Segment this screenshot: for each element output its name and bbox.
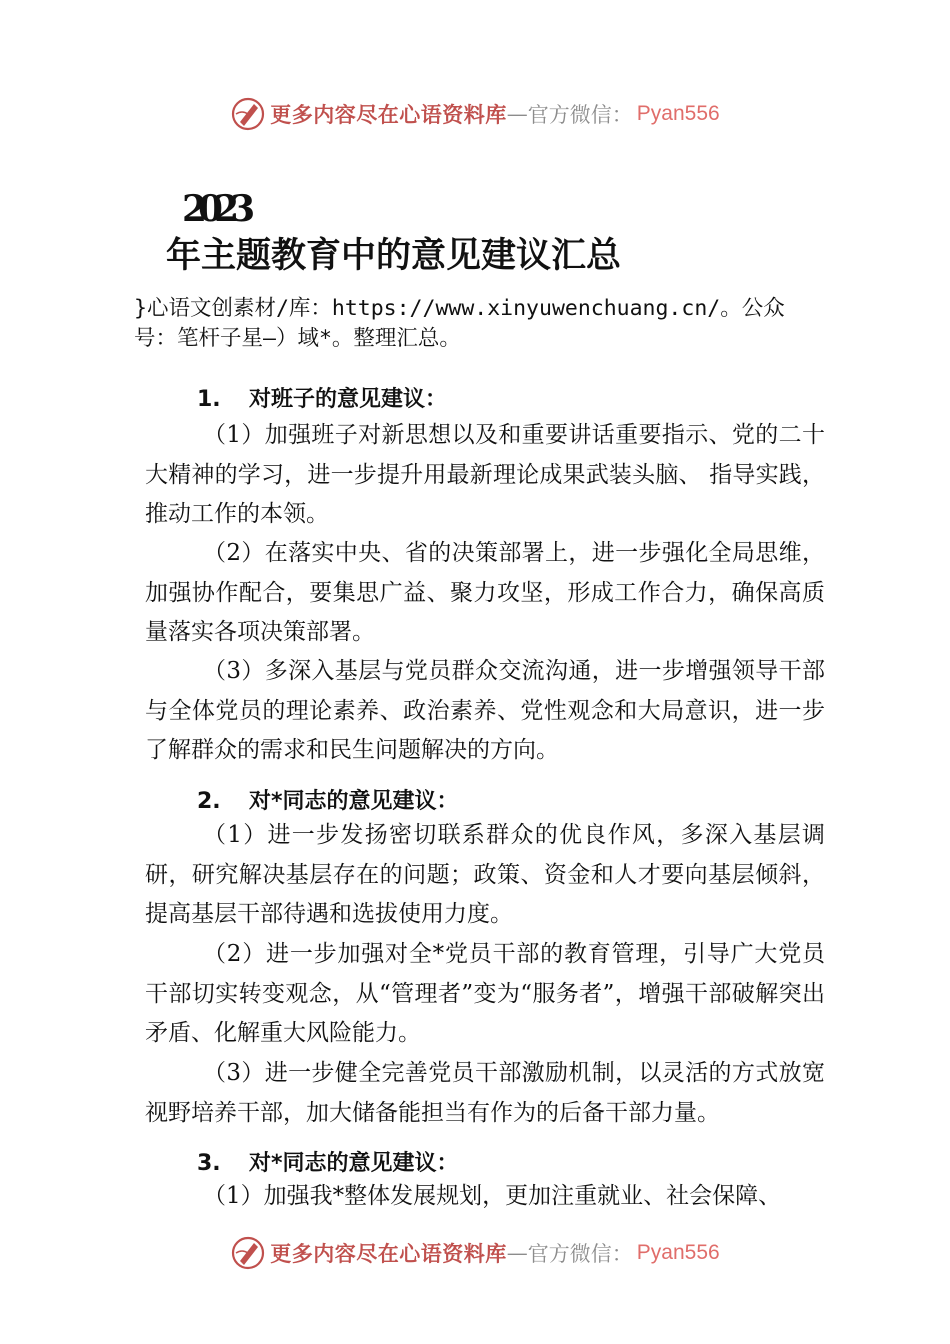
section-number: 2. xyxy=(197,789,221,814)
source-line: }心语文创素材/库：https://www.xinyuwenchuang.cn/。公众 xyxy=(134,296,785,321)
banner-wechat-id: Pyan556 xyxy=(636,1241,720,1264)
paragraph: （2）在落实中央、省的决策部署上，进一步强化全局思维，加强协作配合，要集思广益、聚力攻坚，形成工作合力，确保高质量落实各项决策部署。 xyxy=(145,540,825,645)
banner-dash: — xyxy=(506,1241,528,1265)
section-title: 对*同志的意见建议： xyxy=(249,1151,459,1176)
paragraph: （2）进一步加强对全*党员干部的教育管理，引导广大党员干部切实转变观念，从“管理者”变为“服务者”，增强干部破解突出矛盾、化解重大风险能力。 xyxy=(145,941,825,1046)
banner-wechat-id: Pyan556 xyxy=(636,102,720,125)
banner-label: 官方微信： xyxy=(527,1242,633,1266)
section-number: 1. xyxy=(197,387,221,412)
section-heading xyxy=(197,784,459,815)
banner-text: 更多内容尽在心语资料库 xyxy=(270,102,507,127)
banner-dash: — xyxy=(506,102,528,126)
section-heading xyxy=(197,382,447,413)
paragraph: （1）进一步发扬密切联系群众的优良作风，多深入基层调研，研究解决基层存在的问题；政策、资金和人才要向基层倾斜，提高基层干部待遇和选拔使用力度。 xyxy=(145,822,825,927)
header-banner xyxy=(0,94,950,134)
pen-logo-icon xyxy=(230,1235,266,1271)
paragraph: （3）进一步健全完善党员干部激励机制，以灵活的方式放宽视野培养干部，加大储备能担当有作为的后备干部力量。 xyxy=(145,1060,825,1126)
footer-banner xyxy=(0,1233,950,1273)
section-heading xyxy=(197,1146,459,1177)
pen-logo-icon xyxy=(230,96,266,132)
banner-text: 更多内容尽在心语资料库 xyxy=(270,1241,507,1266)
section-title: 对*同志的意见建议： xyxy=(249,789,459,814)
section-number: 3. xyxy=(197,1151,221,1176)
source-line: 号：笔杆子星—）域*。整理汇总。 xyxy=(134,326,461,351)
section-title: 对班子的意见建议： xyxy=(249,387,448,412)
title-year: 2023 xyxy=(182,188,247,230)
source-note xyxy=(134,294,834,354)
paragraph: （3）多深入基层与党员群众交流沟通，进一步增强领导干部与全体党员的理论素养、政治素养、党性观念和大局意识，进一步了解群众的需求和民生问题解决的方向。 xyxy=(145,658,825,763)
paragraph: （1）加强我*整体发展规划，更加注重就业、社会保障、 xyxy=(203,1183,782,1209)
page-title: 年主题教育中的意见建议汇总 xyxy=(166,236,622,276)
banner-label: 官方微信： xyxy=(527,103,633,127)
paragraph: （1）加强班子对新思想以及和重要讲话重要指示、党的二十大精神的学习，进一步提升用最新理论成果武装头脑、 指导实践，推动工作的本领。 xyxy=(145,422,825,527)
